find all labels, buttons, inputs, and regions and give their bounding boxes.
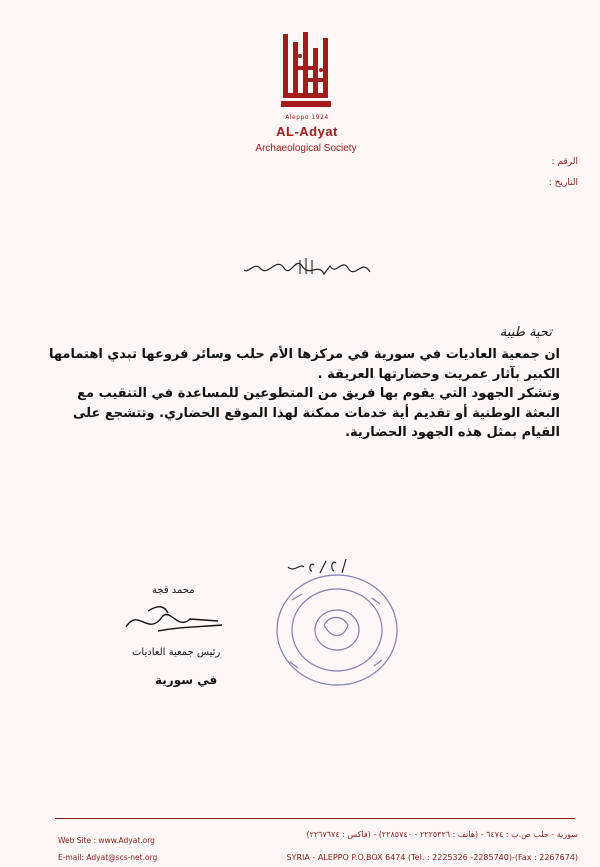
paragraph-2: وتشكر الجهود التي يقوم بها فريق من المتطوعين للمساعدة في التنقيب مع البعثة الوطنية أو تقديم أية خدمات ممكنة لهذا الموقع الحضاري. وتتشجع على القيام بمثل هذه الجهود الحضارية. [73,386,560,440]
logo-year: Aleppo 1924 [285,114,329,121]
letter-body [40,345,560,443]
org-name: AL-Adyat [276,124,338,139]
handwritten-title-icon [240,252,380,284]
logo-emblem-icon [277,28,337,113]
society-stamp-icon [262,570,412,690]
greeting: تحية طيبة [499,325,552,340]
footer-email[interactable]: E-mail: Adyat@scs-net.org [58,853,158,862]
footer-website[interactable]: Web Site : www.Adyat.org [58,836,155,845]
footer-address-arabic: سورية - حلب ص.ب : ٦٤٧٤ - (هاتف : ٢٢٢٥٣٢٦ - ٢٢٨٥٧٤٠) - (فاكس : ٢٢٦٧٦٧٤) [306,830,578,839]
signer-name: محمد قجة [152,585,195,596]
signer-country: في سورية [155,673,218,687]
paragraph-1: ان جمعية العاديات في سورية في مركزها الأم حلب وسائر فروعها تبدي اهتمامها الكبير بآثار عمريت وحضارتها العريقة . [48,347,560,382]
footer-address-english: SYRIA - ALEPPO P.O.BOX 6474 (Tel. : 2225326 -2285740)-(Fax : 2267674) [286,853,578,862]
org-subtitle: Archaeological Society [255,143,357,154]
signature-icon [118,597,228,639]
footer-divider [55,818,575,819]
society-logo [255,28,357,154]
signer-title: رئيس جمعية العاديات [132,647,221,658]
date-label: التاريخ : [548,178,578,188]
ref-label: الرقم : [551,157,578,167]
